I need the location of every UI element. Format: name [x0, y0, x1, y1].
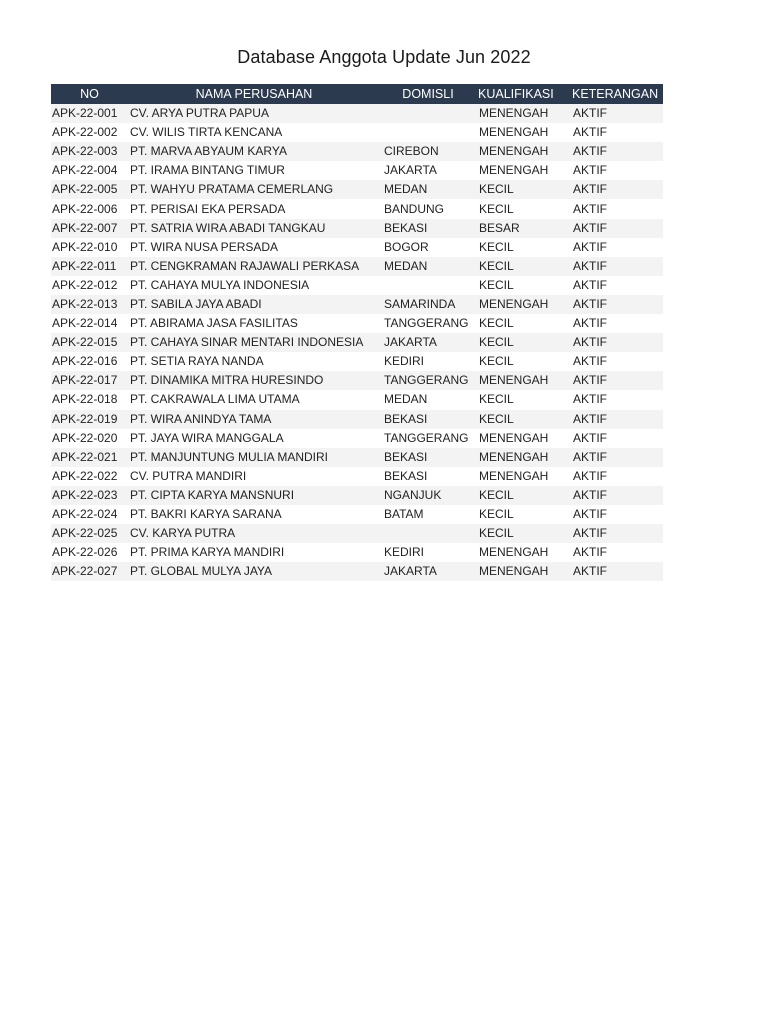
cell-no: APK-22-016 [52, 354, 118, 369]
table-row [51, 219, 663, 238]
cell-domisli: JAKARTA [384, 564, 437, 579]
cell-kualifikasi: MENENGAH [479, 430, 549, 445]
table-row [51, 199, 663, 218]
cell-kualifikasi: MENENGAH [479, 125, 549, 140]
cell-no: APK-22-017 [52, 373, 118, 388]
cell-keterangan: AKTIF [573, 526, 608, 541]
cell-keterangan: AKTIF [573, 392, 608, 407]
cell-no: APK-22-020 [52, 430, 118, 445]
cell-kualifikasi: KECIL [479, 316, 514, 331]
cell-keterangan: AKTIF [573, 354, 608, 369]
cell-no: APK-22-005 [52, 182, 118, 197]
cell-no: APK-22-010 [52, 239, 118, 254]
cell-domisli [380, 524, 476, 543]
cell-kualifikasi: MENENGAH [479, 144, 549, 159]
table-row [51, 562, 663, 581]
cell-kualifikasi: KECIL [479, 258, 514, 273]
cell-nama-perusahan: CV. PUTRA MANDIRI [130, 468, 247, 483]
table-row [51, 314, 663, 333]
cell-keterangan: AKTIF [573, 564, 608, 579]
cell-no: APK-22-003 [52, 144, 118, 159]
cell-keterangan: AKTIF [573, 220, 608, 235]
cell-kualifikasi: KECIL [479, 487, 514, 502]
cell-nama-perusahan: PT. DINAMIKA MITRA HURESINDO [130, 373, 324, 388]
cell-nama-perusahan: PT. ABIRAMA JASA FASILITAS [130, 316, 298, 331]
cell-kualifikasi: MENENGAH [479, 468, 549, 483]
table-row [51, 295, 663, 314]
cell-no: APK-22-026 [52, 545, 118, 560]
cell-nama-perusahan: PT. SATRIA WIRA ABADI TANGKAU [130, 220, 326, 235]
header-keterangan: KETERANGAN [572, 87, 659, 101]
cell-keterangan: AKTIF [573, 106, 608, 121]
header-kualifikasi: KUALIFIKASI [478, 87, 554, 101]
cell-nama-perusahan: PT. CENGKRAMAN RAJAWALI PERKASA [130, 258, 360, 273]
cell-nama-perusahan: CV. WILIS TIRTA KENCANA [130, 125, 283, 140]
cell-domisli: JAKARTA [384, 163, 437, 178]
cell-no: APK-22-018 [52, 392, 118, 407]
cell-nama-perusahan: PT. IRAMA BINTANG TIMUR [130, 163, 285, 178]
cell-kualifikasi: MENENGAH [479, 106, 549, 121]
cell-keterangan: AKTIF [573, 411, 608, 426]
cell-kualifikasi: MENENGAH [479, 564, 549, 579]
cell-no: APK-22-004 [52, 163, 118, 178]
cell-nama-perusahan: PT. BAKRI KARYA SARANA [130, 507, 282, 522]
table-row [51, 123, 663, 142]
cell-nama-perusahan: PT. WAHYU PRATAMA CEMERLANG [130, 182, 334, 197]
cell-domisli: MEDAN [384, 182, 428, 197]
cell-kualifikasi: KECIL [479, 182, 514, 197]
cell-nama-perusahan: PT. MANJUNTUNG MULIA MANDIRI [130, 449, 329, 464]
cell-keterangan: AKTIF [573, 144, 608, 159]
cell-no: APK-22-011 [52, 258, 117, 273]
table-row [51, 238, 663, 257]
cell-domisli: BEKASI [384, 411, 428, 426]
cell-nama-perusahan: PT. CAKRAWALA LIMA UTAMA [130, 392, 300, 407]
cell-no: APK-22-012 [52, 277, 118, 292]
cell-kualifikasi: MENENGAH [479, 296, 549, 311]
cell-nama-perusahan: PT. PERISAI EKA PERSADA [130, 201, 286, 216]
cell-domisli: CIREBON [384, 144, 439, 159]
cell-kualifikasi: KECIL [479, 526, 514, 541]
cell-nama-perusahan: PT. MARVA ABYAUM KARYA [130, 144, 287, 159]
cell-kualifikasi: KECIL [479, 354, 514, 369]
cell-domisli: TANGGERANG [384, 430, 469, 445]
cell-domisli: MEDAN [384, 392, 428, 407]
cell-domisli: JAKARTA [384, 335, 437, 350]
table-row [51, 486, 663, 505]
cell-keterangan: AKTIF [573, 239, 608, 254]
cell-nama-perusahan: CV. ARYA PUTRA PAPUA [130, 106, 269, 121]
cell-no: APK-22-022 [52, 468, 118, 483]
cell-nama-perusahan: PT. PRIMA KARYA MANDIRI [130, 545, 285, 560]
cell-no: APK-22-019 [52, 411, 118, 426]
cell-domisli: BEKASI [384, 220, 428, 235]
cell-kualifikasi: MENENGAH [479, 449, 549, 464]
cell-keterangan: AKTIF [573, 182, 608, 197]
cell-keterangan: AKTIF [573, 449, 608, 464]
cell-kualifikasi: KECIL [479, 239, 514, 254]
cell-domisli: BEKASI [384, 449, 428, 464]
cell-keterangan: AKTIF [573, 545, 608, 560]
cell-keterangan: AKTIF [573, 296, 608, 311]
cell-domisli: TANGGERANG [384, 373, 469, 388]
cell-nama-perusahan: PT. WIRA NUSA PERSADA [130, 239, 279, 254]
cell-no: APK-22-007 [52, 220, 118, 235]
table-row [51, 505, 663, 524]
cell-domisli: KEDIRI [384, 354, 425, 369]
cell-domisli: MEDAN [384, 258, 428, 273]
page-title: Database Anggota Update Jun 2022 [237, 47, 531, 67]
cell-keterangan: AKTIF [573, 468, 608, 483]
table-row [51, 390, 663, 409]
cell-kualifikasi: MENENGAH [479, 163, 549, 178]
cell-nama-perusahan: PT. WIRA ANINDYA TAMA [130, 411, 272, 426]
cell-domisli [380, 123, 476, 142]
header-domisli: DOMISLI [402, 87, 454, 101]
cell-nama-perusahan: PT. CAHAYA SINAR MENTARI INDONESIA [130, 335, 364, 350]
cell-nama-perusahan: PT. CIPTA KARYA MANSNURI [130, 487, 295, 502]
cell-keterangan: AKTIF [573, 487, 608, 502]
members-table [51, 84, 663, 581]
cell-no: APK-22-023 [52, 487, 118, 502]
cell-no: APK-22-006 [52, 201, 118, 216]
cell-domisli: NGANJUK [384, 487, 442, 502]
cell-no: APK-22-014 [52, 316, 118, 331]
cell-kualifikasi: KECIL [479, 392, 514, 407]
cell-keterangan: AKTIF [573, 430, 608, 445]
cell-no: APK-22-024 [52, 507, 118, 522]
cell-nama-perusahan: PT. SABILA JAYA ABADI [130, 296, 262, 311]
cell-kualifikasi: KECIL [479, 411, 514, 426]
header-row [51, 84, 663, 104]
cell-nama-perusahan: PT. GLOBAL MULYA JAYA [130, 564, 273, 579]
cell-domisli: BEKASI [384, 468, 428, 483]
table-row [51, 257, 663, 276]
cell-keterangan: AKTIF [573, 258, 608, 273]
cell-keterangan: AKTIF [573, 507, 608, 522]
cell-keterangan: AKTIF [573, 125, 608, 140]
header-nama-perusahan: NAMA PERUSAHAN [195, 87, 313, 101]
table-header [51, 84, 663, 104]
cell-kualifikasi: KECIL [479, 335, 514, 350]
table-row [51, 276, 663, 295]
cell-no: APK-22-002 [52, 125, 118, 140]
table-row [51, 104, 663, 123]
cell-kualifikasi: KECIL [479, 277, 514, 292]
cell-kualifikasi: MENENGAH [479, 373, 549, 388]
cell-no: APK-22-015 [52, 335, 118, 350]
cell-nama-perusahan: CV. KARYA PUTRA [130, 526, 236, 541]
cell-domisli [380, 104, 476, 123]
cell-kualifikasi: BESAR [479, 220, 520, 235]
table-row [51, 161, 663, 180]
table-row [51, 371, 663, 390]
cell-nama-perusahan: PT. SETIA RAYA NANDA [130, 354, 264, 369]
cell-keterangan: AKTIF [573, 201, 608, 216]
cell-keterangan: AKTIF [573, 335, 608, 350]
table-row [51, 352, 663, 371]
cell-keterangan: AKTIF [573, 373, 608, 388]
cell-no: APK-22-027 [52, 564, 118, 579]
cell-no: APK-22-013 [52, 296, 118, 311]
cell-no: APK-22-021 [52, 449, 118, 464]
table-row [51, 429, 663, 448]
cell-kualifikasi: KECIL [479, 201, 514, 216]
table-row [51, 180, 663, 199]
cell-domisli: SAMARINDA [384, 296, 456, 311]
table-row [51, 448, 663, 467]
table-row [51, 142, 663, 161]
cell-keterangan: AKTIF [573, 163, 608, 178]
cell-kualifikasi: MENENGAH [479, 545, 549, 560]
cell-domisli: BOGOR [384, 239, 429, 254]
cell-domisli: BANDUNG [384, 201, 445, 216]
cell-kualifikasi: KECIL [479, 507, 514, 522]
header-no: NO [80, 87, 99, 101]
cell-nama-perusahan: PT. CAHAYA MULYA INDONESIA [130, 277, 310, 292]
table-row [51, 410, 663, 429]
cell-domisli: TANGGERANG [384, 316, 469, 331]
table-row [51, 333, 663, 352]
table-row [51, 524, 663, 543]
cell-domisli: KEDIRI [384, 545, 425, 560]
cell-keterangan: AKTIF [573, 316, 608, 331]
cell-no: APK-22-025 [52, 526, 118, 541]
table-row [51, 543, 663, 562]
cell-keterangan: AKTIF [573, 277, 608, 292]
table-row [51, 467, 663, 486]
cell-nama-perusahan: PT. JAYA WIRA MANGGALA [130, 430, 284, 445]
cell-domisli [380, 276, 476, 295]
cell-no: APK-22-001 [52, 106, 118, 121]
table-body [51, 104, 663, 581]
cell-domisli: BATAM [384, 507, 424, 522]
